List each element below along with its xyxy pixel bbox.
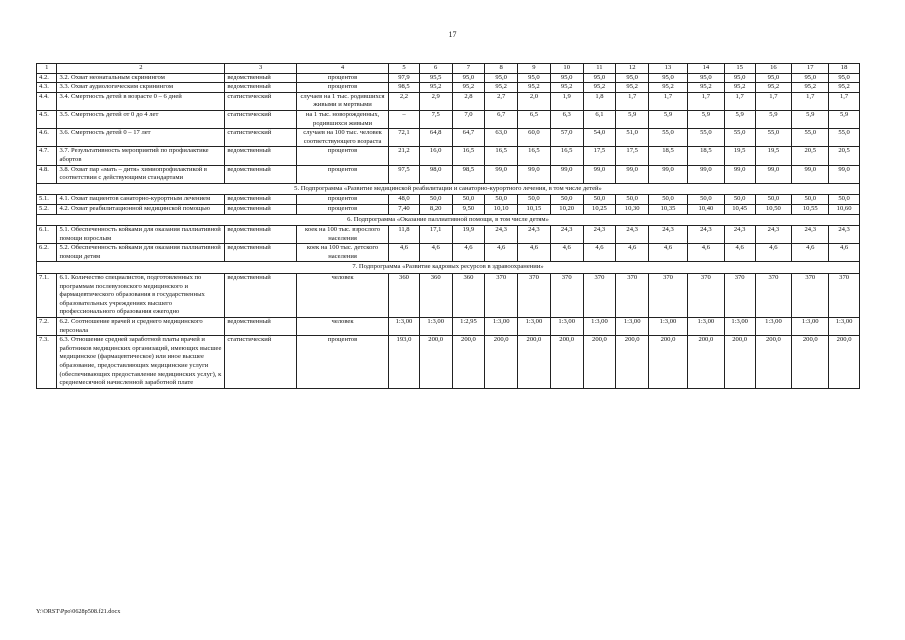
indicator-value: 19,5 [755,147,792,165]
header-row [37,64,860,74]
indicator-value: 17,5 [583,147,616,165]
indicator-value: 48,0 [389,195,420,205]
indicator-name: 3.5. Смертность детей от 0 до 4 лет [57,110,225,128]
indicator-value: 4,6 [518,244,551,262]
indicator-value: 200,0 [724,336,755,389]
column-number-header: 11 [583,64,616,74]
indicator-value: 1:3,00 [485,318,518,336]
column-number-header: 14 [687,64,724,74]
indicator-value: 370 [616,274,649,318]
table-row [37,147,860,165]
indicator-value: 18,5 [649,147,688,165]
unit-of-measure: процентов [296,195,388,205]
row-number: 6.2. [37,244,57,262]
unit-of-measure: процентов [296,204,388,214]
indicator-value: 50,0 [550,195,583,205]
indicator-value: 50,0 [485,195,518,205]
indicator-name: 3.6. Смертность детей 0 – 17 лет [57,129,225,147]
file-path-footer: Y:\ORST\Ppo\0628p508.f21.docx [36,608,121,615]
indicator-value: 99,0 [518,165,551,183]
indicator-value: 50,0 [616,195,649,205]
indicator-value: 16,5 [452,147,485,165]
indicator-value: 7,5 [419,110,452,128]
column-number-header: 18 [829,64,860,74]
indicator-value: 1,7 [687,92,724,110]
data-source: ведомственный [225,318,297,336]
indicator-value: 1:3,00 [755,318,792,336]
indicator-value: 95,0 [649,73,688,83]
data-source: ведомственный [225,274,297,318]
column-number-header: 13 [649,64,688,74]
unit-of-measure: коек на 100 тыс. взрослого населения [296,226,388,244]
indicator-value: 1:3,00 [389,318,420,336]
indicator-value: 10,30 [616,204,649,214]
indicator-value: 24,3 [687,226,724,244]
table-row [37,204,860,214]
indicator-value: 360 [389,274,420,318]
indicator-value: 98,0 [419,165,452,183]
unit-of-measure: процентов [296,165,388,183]
indicator-value: 95,0 [792,73,829,83]
table-row [37,244,860,262]
indicator-value: 370 [485,274,518,318]
indicator-value: 99,0 [724,165,755,183]
indicator-value: 99,0 [485,165,518,183]
indicator-value: 95,2 [616,83,649,93]
unit-of-measure: коек на 100 тыс. детского населения [296,244,388,262]
subprogram-heading-row [37,262,860,274]
indicator-value: 5,9 [829,110,860,128]
row-number: 7.3. [37,336,57,389]
data-source: ведомственный [225,83,297,93]
indicator-value: 95,2 [649,83,688,93]
indicator-name: 4.1. Охват пациентов санаторно-курортным лечением [57,195,225,205]
indicator-value: 55,0 [724,129,755,147]
indicator-value: 55,0 [829,129,860,147]
row-number: 5.2. [37,204,57,214]
indicator-value: 95,2 [518,83,551,93]
column-number-header: 10 [550,64,583,74]
indicator-value: 10,35 [649,204,688,214]
indicator-value: 200,0 [518,336,551,389]
indicator-name: 5.1. Обеспеченность койками для оказания паллиативной помощи взрослым [57,226,225,244]
table-row [37,195,860,205]
unit-of-measure: человек [296,274,388,318]
indicator-value: 24,3 [755,226,792,244]
indicator-value: 1,7 [755,92,792,110]
indicator-value: 95,2 [583,83,616,93]
indicator-value: 95,2 [792,83,829,93]
indicator-value: 4,6 [755,244,792,262]
indicator-value: 2,9 [419,92,452,110]
indicator-value: 370 [649,274,688,318]
indicator-value: 55,0 [755,129,792,147]
table-row [37,129,860,147]
subprogram-heading: 6. Подпрограмма «Оказание паллиативной помощи, в том числе детям» [37,214,860,226]
data-source: ведомственный [225,165,297,183]
indicator-value: 10,60 [829,204,860,214]
indicator-value: 99,0 [829,165,860,183]
row-number: 6.1. [37,226,57,244]
indicator-value: 200,0 [550,336,583,389]
indicator-name: 3.3. Охват аудиологическим скринингом [57,83,225,93]
indicator-value: 200,0 [792,336,829,389]
indicator-value: 50,0 [649,195,688,205]
indicator-value: 370 [724,274,755,318]
indicator-value: 50,0 [583,195,616,205]
indicator-value: 5,9 [724,110,755,128]
indicator-value: 1:3,00 [687,318,724,336]
indicator-value: 10,45 [724,204,755,214]
unit-of-measure: человек [296,318,388,336]
indicator-value: 55,0 [649,129,688,147]
indicator-value: 200,0 [829,336,860,389]
data-source: ведомственный [225,226,297,244]
indicator-name: 6.3. Отношение средней заработной платы врачей и работников медицинских организаций, имеющих высшее медицинское (фармацевтическое) или иное высшее образование, предоставляющих медицинские услуги (обеспечивающих предоставление медицинских услуг), к среднемесячной начисленной заработной плате [57,336,225,389]
indicator-value: 10,20 [550,204,583,214]
indicator-value: 10,40 [687,204,724,214]
row-number: 7.2. [37,318,57,336]
column-number-header: 6 [419,64,452,74]
indicator-value: 200,0 [419,336,452,389]
indicator-value: 54,0 [583,129,616,147]
indicator-name: 5.2. Обеспеченность койками для оказания паллиативной помощи детям [57,244,225,262]
indicator-value: 50,0 [687,195,724,205]
indicator-value: 4,6 [829,244,860,262]
indicator-value: 10,50 [755,204,792,214]
indicator-name: 6.2. Соотношение врачей и среднего медицинского персонала [57,318,225,336]
indicator-value: 193,0 [389,336,420,389]
indicator-value: 1,7 [616,92,649,110]
indicator-value: 7,40 [389,204,420,214]
indicator-value: 4,6 [792,244,829,262]
data-source: ведомственный [225,73,297,83]
unit-of-measure: на 1 тыс. новорожденных, родившихся живыми [296,110,388,128]
indicator-value: 95,0 [583,73,616,83]
indicator-value: 16,0 [419,147,452,165]
indicator-value: 95,0 [755,73,792,83]
indicator-value: 4,6 [583,244,616,262]
indicator-value: 360 [452,274,485,318]
indicator-value: 99,0 [792,165,829,183]
indicator-value: 6,1 [583,110,616,128]
row-number: 5.1. [37,195,57,205]
indicator-value: 99,0 [755,165,792,183]
indicator-value: 1,7 [649,92,688,110]
indicator-value: 1,7 [829,92,860,110]
indicator-value: 95,2 [687,83,724,93]
indicator-value: 200,0 [687,336,724,389]
data-source: ведомственный [225,195,297,205]
indicator-value: 97,9 [389,73,420,83]
indicator-value: 370 [550,274,583,318]
column-number-header: 7 [452,64,485,74]
page-number: 17 [448,30,457,39]
indicators-table [36,63,860,389]
indicator-value: 370 [518,274,551,318]
indicator-value: 5,9 [755,110,792,128]
indicator-value: 95,5 [419,73,452,83]
indicator-value: 17,5 [616,147,649,165]
table-row [37,110,860,128]
data-source: статистический [225,336,297,389]
table-row [37,318,860,336]
indicator-value: – [389,110,420,128]
indicator-value: 4,6 [389,244,420,262]
indicator-value: 6,3 [550,110,583,128]
column-number-header: 4 [296,64,388,74]
indicator-value: 24,3 [583,226,616,244]
column-number-header: 12 [616,64,649,74]
indicator-value: 24,3 [724,226,755,244]
table-row [37,165,860,183]
data-source: ведомственный [225,244,297,262]
indicator-value: 10,10 [485,204,518,214]
indicator-value: 19,9 [452,226,485,244]
indicator-value: 1:3,00 [583,318,616,336]
subprogram-heading-row [37,214,860,226]
indicator-value: 370 [755,274,792,318]
indicator-value: 10,15 [518,204,551,214]
table-row [37,73,860,83]
indicator-value: 95,2 [452,83,485,93]
unit-of-measure: случаев на 100 тыс. человек соответствующего возраста [296,129,388,147]
indicator-value: 1:3,00 [518,318,551,336]
indicator-value: 95,2 [829,83,860,93]
indicator-value: 370 [792,274,829,318]
indicator-value: 1:3,00 [649,318,688,336]
column-number-header: 2 [57,64,225,74]
indicator-value: 200,0 [755,336,792,389]
indicator-value: 4,6 [419,244,452,262]
indicator-value: 64,8 [419,129,452,147]
indicator-value: 98,5 [452,165,485,183]
subprogram-heading: 5. Подпрограмма «Развитие медицинской реабилитации и санаторно-курортного лечения, в том числе детей» [37,183,860,195]
indicator-value: 200,0 [452,336,485,389]
indicator-value: 5,9 [649,110,688,128]
indicator-value: 24,3 [792,226,829,244]
indicator-value: 200,0 [616,336,649,389]
indicator-value: 17,1 [419,226,452,244]
indicator-value: 24,3 [616,226,649,244]
indicator-value: 50,0 [452,195,485,205]
indicator-value: 1:3,00 [616,318,649,336]
indicator-value: 4,6 [452,244,485,262]
indicator-value: 50,0 [755,195,792,205]
indicator-value: 370 [583,274,616,318]
indicator-value: 64,7 [452,129,485,147]
indicator-value: 200,0 [649,336,688,389]
column-number-header: 5 [389,64,420,74]
column-number-header: 15 [724,64,755,74]
indicator-value: 1:3,00 [419,318,452,336]
indicator-value: 8,20 [419,204,452,214]
indicator-value: 95,2 [724,83,755,93]
table-row [37,274,860,318]
indicator-name: 4.2. Охват реабилитационной медицинской помощью [57,204,225,214]
column-number-header: 17 [792,64,829,74]
indicator-value: 95,0 [687,73,724,83]
indicator-value: 1:3,00 [829,318,860,336]
indicator-name: 3.8. Охват пар «мать – дитя» химиопрофилактикой в соответствии с действующими стандартами [57,165,225,183]
indicator-value: 7,0 [452,110,485,128]
indicator-value: 24,3 [829,226,860,244]
indicator-value: 99,0 [583,165,616,183]
row-number: 4.4. [37,92,57,110]
indicator-value: 99,0 [550,165,583,183]
unit-of-measure: процентов [296,83,388,93]
indicator-value: 2,0 [518,92,551,110]
indicator-name: 3.7. Результативность мероприятий по профилактике абортов [57,147,225,165]
indicator-value: 16,5 [550,147,583,165]
indicator-value: 99,0 [687,165,724,183]
indicator-value: 51,0 [616,129,649,147]
indicator-value: 20,5 [792,147,829,165]
row-number: 4.2. [37,73,57,83]
indicator-value: 1,9 [550,92,583,110]
indicator-value: 4,6 [724,244,755,262]
indicator-value: 16,5 [485,147,518,165]
data-source: статистический [225,110,297,128]
indicator-value: 63,0 [485,129,518,147]
indicator-value: 95,0 [452,73,485,83]
indicator-value: 95,0 [485,73,518,83]
indicator-value: 95,0 [724,73,755,83]
indicator-value: 98,5 [389,83,420,93]
indicator-value: 1,8 [583,92,616,110]
indicator-value: 2,8 [452,92,485,110]
indicator-value: 360 [419,274,452,318]
data-source: статистический [225,92,297,110]
indicator-value: 4,6 [616,244,649,262]
indicator-value: 5,9 [792,110,829,128]
subprogram-heading-row [37,183,860,195]
unit-of-measure: процентов [296,336,388,389]
indicator-value: 10,55 [792,204,829,214]
column-number-header: 1 [37,64,57,74]
indicator-value: 4,6 [485,244,518,262]
data-source: ведомственный [225,147,297,165]
subprogram-heading: 7. Подпрограмма «Развитие кадровых ресурсов в здравоохранении» [37,262,860,274]
indicator-value: 95,2 [485,83,518,93]
unit-of-measure: процентов [296,147,388,165]
table-row [37,226,860,244]
data-source: ведомственный [225,204,297,214]
indicator-value: 1,7 [724,92,755,110]
indicator-value: 72,1 [389,129,420,147]
column-number-header: 9 [518,64,551,74]
table-row [37,92,860,110]
indicator-value: 2,7 [485,92,518,110]
indicator-value: 20,5 [829,147,860,165]
indicator-value: 95,0 [616,73,649,83]
indicator-value: 1:3,00 [550,318,583,336]
indicator-value: 50,0 [792,195,829,205]
table-row [37,336,860,389]
row-number: 4.5. [37,110,57,128]
indicator-value: 9,50 [452,204,485,214]
indicator-value: 50,0 [518,195,551,205]
indicator-value: 97,5 [389,165,420,183]
indicator-value: 60,0 [518,129,551,147]
indicator-value: 11,8 [389,226,420,244]
indicator-value: 200,0 [583,336,616,389]
indicator-value: 95,0 [829,73,860,83]
unit-of-measure: случаев на 1 тыс. родившихся живыми и мертвыми [296,92,388,110]
indicator-value: 24,3 [485,226,518,244]
indicator-name: 3.4. Смертность детей в возрасте 0 – 6 дней [57,92,225,110]
indicator-value: 4,6 [550,244,583,262]
row-number: 4.6. [37,129,57,147]
indicator-value: 55,0 [687,129,724,147]
indicator-value: 370 [687,274,724,318]
row-number: 4.8. [37,165,57,183]
indicator-value: 95,0 [550,73,583,83]
indicator-value: 2,2 [389,92,420,110]
indicator-value: 18,5 [687,147,724,165]
indicator-name: 6.1. Количество специалистов, подготовленных по программам послевузовского медицинского и фармацевтического образования в государственных образовательных учреждениях высшего профессионального образования ежегодно [57,274,225,318]
indicator-value: 4,6 [649,244,688,262]
indicator-value: 99,0 [616,165,649,183]
data-source: статистический [225,129,297,147]
indicator-value: 1:3,00 [724,318,755,336]
column-number-header: 3 [225,64,297,74]
indicator-value: 50,0 [724,195,755,205]
indicator-value: 1,7 [792,92,829,110]
indicator-value: 4,6 [687,244,724,262]
indicator-value: 95,0 [518,73,551,83]
indicator-value: 50,0 [829,195,860,205]
column-number-header: 16 [755,64,792,74]
unit-of-measure: процентов [296,73,388,83]
indicator-value: 6,7 [485,110,518,128]
indicator-value: 1:2,95 [452,318,485,336]
indicator-value: 6,5 [518,110,551,128]
indicator-value: 21,2 [389,147,420,165]
indicator-value: 1:3,00 [792,318,829,336]
row-number: 7.1. [37,274,57,318]
indicator-name: 3.2. Охват неонатальным скринингом [57,73,225,83]
indicator-value: 200,0 [485,336,518,389]
indicator-value: 95,2 [550,83,583,93]
indicator-value: 95,2 [755,83,792,93]
indicator-value: 55,0 [792,129,829,147]
indicator-value: 50,0 [419,195,452,205]
indicator-value: 24,3 [550,226,583,244]
indicator-value: 19,5 [724,147,755,165]
indicator-value: 5,9 [687,110,724,128]
row-number: 4.3. [37,83,57,93]
indicator-value: 57,0 [550,129,583,147]
indicator-value: 24,3 [518,226,551,244]
indicator-value: 16,5 [518,147,551,165]
indicator-value: 24,3 [649,226,688,244]
indicator-value: 95,2 [419,83,452,93]
indicator-value: 370 [829,274,860,318]
indicator-value: 10,25 [583,204,616,214]
indicator-value: 99,0 [649,165,688,183]
column-number-header: 8 [485,64,518,74]
indicator-value: 5,9 [616,110,649,128]
row-number: 4.7. [37,147,57,165]
table-row [37,83,860,93]
